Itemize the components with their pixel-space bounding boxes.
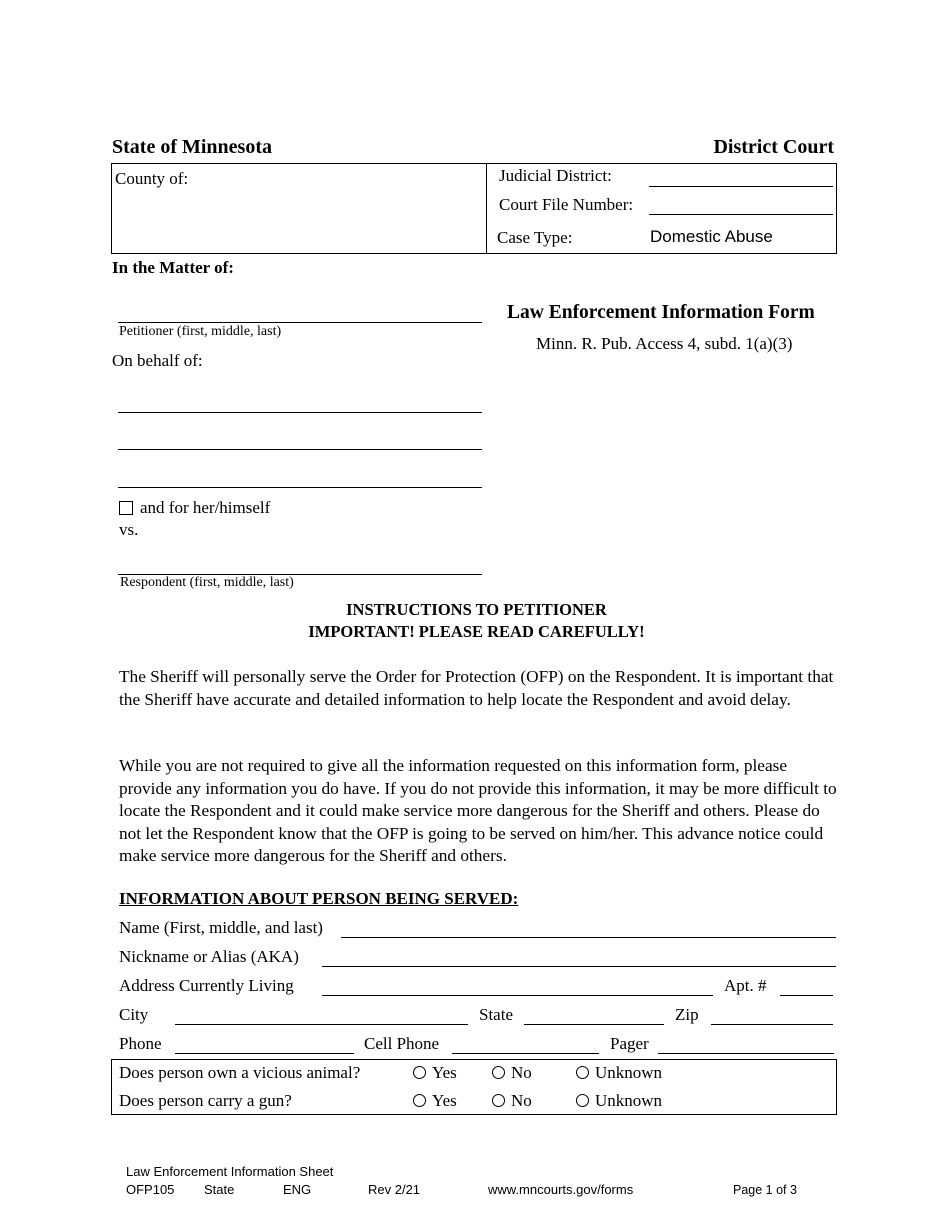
- court-heading: District Court: [713, 136, 834, 158]
- person-info-heading: INFORMATION ABOUT PERSON BEING SERVED:: [119, 889, 519, 908]
- city-label: City: [119, 1005, 149, 1024]
- footer-website[interactable]: www.mncourts.gov/forms: [488, 1182, 634, 1197]
- apt-field[interactable]: [780, 995, 833, 996]
- name-field[interactable]: [341, 937, 836, 938]
- radio-icon: [576, 1066, 589, 1079]
- on-behalf-of-field-2[interactable]: [118, 449, 482, 450]
- state-label: State: [479, 1005, 513, 1024]
- instructions-paragraph-1: The Sheriff will personally serve the Order for Protection (OFP) on the Respondent. It is important that the Sheriff have accurate and detailed information to help locate the Respondent and avoid delay.: [119, 667, 834, 709]
- address-field[interactable]: [322, 995, 713, 996]
- important-heading: IMPORTANT! PLEASE READ CAREFULLY!: [308, 622, 645, 641]
- vs-label: vs.: [119, 520, 139, 539]
- county-label: County of:: [115, 169, 189, 188]
- form-title: Law Enforcement Information Form: [507, 302, 815, 323]
- judicial-district-label: Judicial District:: [499, 166, 612, 185]
- himself-label: and for her/himself: [140, 498, 271, 517]
- option-label: Yes: [432, 1063, 457, 1082]
- himself-checkbox[interactable]: [119, 501, 133, 515]
- option-label: No: [511, 1063, 532, 1082]
- cell-phone-field[interactable]: [452, 1053, 599, 1054]
- footer-language: ENG: [283, 1182, 312, 1197]
- state-field[interactable]: [524, 1024, 664, 1025]
- nickname-field[interactable]: [322, 966, 836, 967]
- respondent-caption: Respondent (first, middle, last): [120, 575, 294, 590]
- himself-row: [119, 498, 270, 518]
- form-citation: Minn. R. Pub. Access 4, subd. 1(a)(3): [536, 334, 793, 353]
- petitioner-caption: Petitioner (first, middle, last): [119, 324, 282, 339]
- radio-icon: [413, 1094, 426, 1107]
- instructions-paragraph-2: While you are not required to give all the information requested on this information form, please provide any information you do have. If you do not provide this information, it may be more difficult to locate the Respondent and it could make service more dangerous for the Sheriff and others. Please do not let the Respondent know that the OFP is going to be served on him/her. This advance notice could make service more dangerous for the Sheriff and others.: [119, 756, 837, 865]
- pager-field[interactable]: [658, 1053, 834, 1054]
- pager-label: Pager: [610, 1034, 649, 1053]
- on-behalf-of-field-3[interactable]: [118, 487, 482, 488]
- case-type-value: Domestic Abuse: [650, 227, 773, 246]
- instructions-heading: INSTRUCTIONS TO PETITIONER: [346, 600, 607, 619]
- zip-field[interactable]: [711, 1024, 833, 1025]
- case-type-label: Case Type:: [497, 228, 573, 247]
- footer-sheet-name: Law Enforcement Information Sheet: [126, 1164, 334, 1179]
- judicial-district-field[interactable]: [649, 186, 833, 187]
- nickname-label: Nickname or Alias (AKA): [119, 947, 299, 966]
- gun-yes-option[interactable]: [413, 1091, 457, 1111]
- caption-divider: [486, 164, 487, 253]
- option-label: No: [511, 1091, 532, 1110]
- radio-icon: [576, 1094, 589, 1107]
- court-file-number-field[interactable]: [649, 214, 833, 215]
- phone-label: Phone: [119, 1034, 162, 1053]
- footer-page: Page 1 of 3: [733, 1183, 797, 1197]
- cell-phone-label: Cell Phone: [364, 1034, 440, 1053]
- gun-question: Does person carry a gun?: [119, 1091, 292, 1110]
- petitioner-name-field[interactable]: [118, 322, 482, 323]
- footer-form-code: OFP105: [126, 1182, 175, 1197]
- apt-label: Apt. #: [724, 976, 767, 995]
- city-field[interactable]: [175, 1024, 468, 1025]
- gun-no-option[interactable]: [492, 1091, 532, 1111]
- animal-unknown-option[interactable]: [576, 1063, 662, 1083]
- option-label: Unknown: [595, 1091, 663, 1110]
- animal-question: Does person own a vicious animal?: [119, 1063, 361, 1082]
- radio-icon: [413, 1066, 426, 1079]
- address-label: Address Currently Living: [119, 976, 294, 995]
- zip-label: Zip: [675, 1005, 699, 1024]
- state-heading: State of Minnesota: [112, 136, 272, 158]
- option-label: Unknown: [595, 1063, 663, 1082]
- in-the-matter-label: In the Matter of:: [112, 258, 234, 277]
- footer-revision: Rev 2/21: [368, 1182, 421, 1197]
- radio-icon: [492, 1066, 505, 1079]
- option-label: Yes: [432, 1091, 457, 1110]
- phone-field[interactable]: [175, 1053, 354, 1054]
- on-behalf-of-label: On behalf of:: [112, 351, 203, 370]
- name-label: Name (First, middle, and last): [119, 918, 323, 937]
- court-file-number-label: Court File Number:: [499, 195, 634, 214]
- gun-unknown-option[interactable]: [576, 1091, 662, 1111]
- animal-yes-option[interactable]: [413, 1063, 457, 1083]
- on-behalf-of-field-1[interactable]: [118, 412, 482, 413]
- footer-jurisdiction: State: [204, 1182, 235, 1197]
- animal-no-option[interactable]: [492, 1063, 532, 1083]
- radio-icon: [492, 1094, 505, 1107]
